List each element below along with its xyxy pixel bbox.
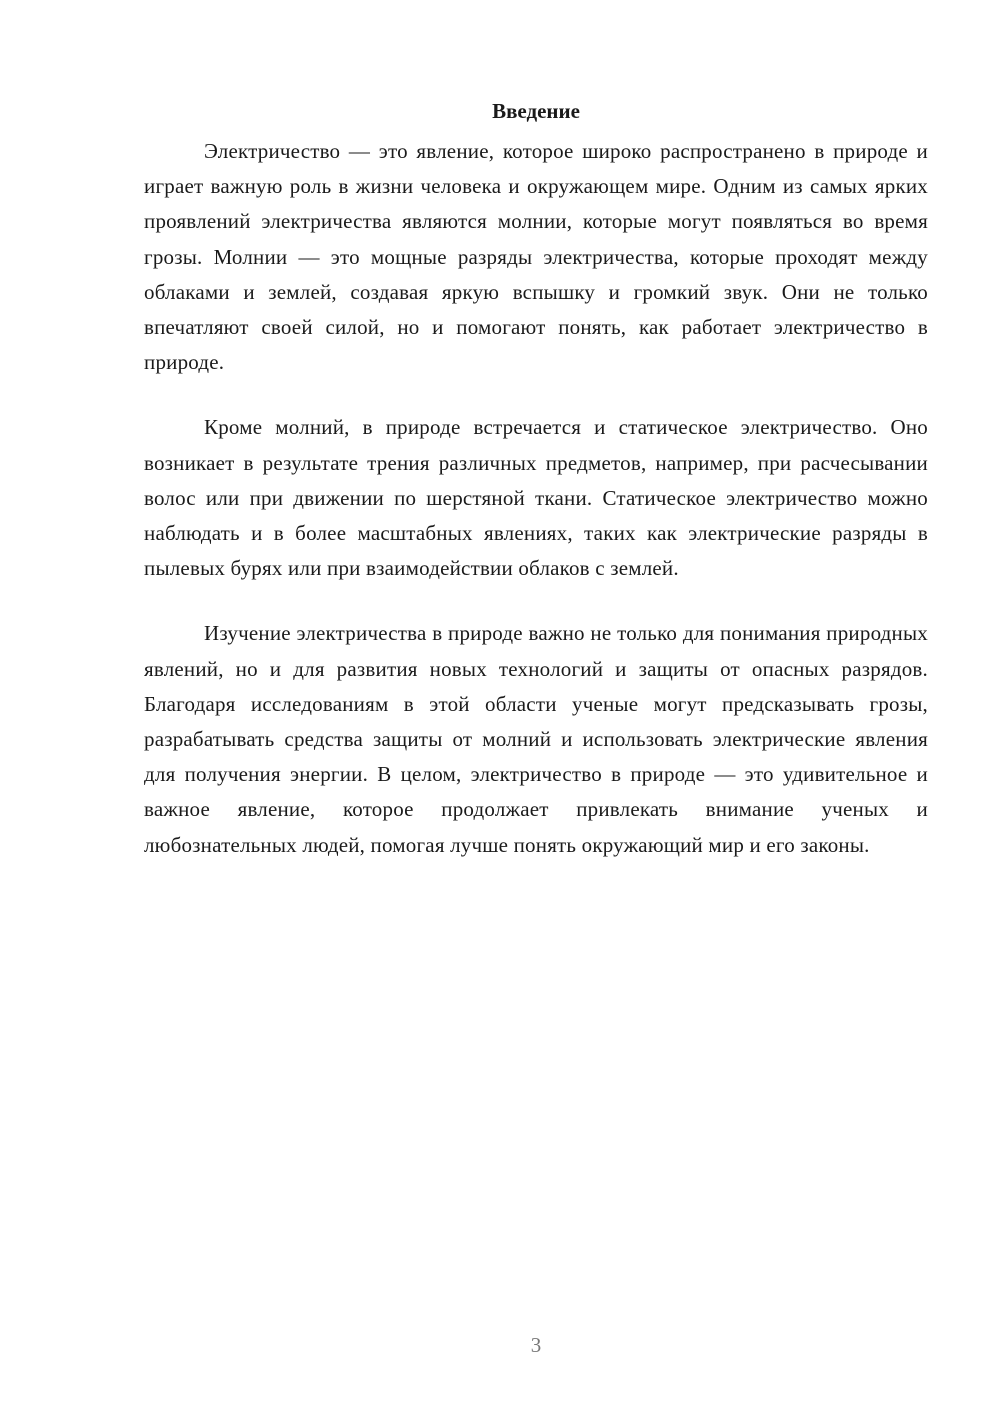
page-content [144,96,928,893]
paragraph-2: Кроме молний, в природе встречается и статическое электричество. Оно возникает в результате трения различных предметов, например, при расчесывании волос или при движении по шерстяной ткани. Статическое электричество можно наблюдать и в более масштабных явлениях, таких как электрические разряды в пылевых бурях или при взаимодействии облаков с землей. [144,415,928,581]
page-number: 3 [530,1333,542,1357]
paragraph-1: Электричество — это явление, которое широко распространено в природе и играет важную роль в жизни человека и окружающем мире. Одним из самых ярких проявлений электричества являются молнии, которые могут появляться во время грозы. Молнии — это мощные разряды электричества, которые проходят между облаками и землей, создавая яркую вспышку и громкий звук. Они не только впечатляют своей силой, но и помогают понять, как работает электричество в природе. [144,139,928,375]
paragraph-3: Изучение электричества в природе важно не только для понимания природных явлений, но и для развития новых технологий и защиты от опасных разрядов. Благодаря исследованиям в этой области ученые могут предсказывать грозы, разрабатывать средства защиты от молний и использовать электрические явления для получения энергии. В целом, электричество в природе — это удивительное и важное явление, которое продолжает привлекать внимание ученых и любознательных людей, помогая лучше понять окружающий мир и его законы. [144,621,928,857]
section-heading: Введение [492,99,580,123]
